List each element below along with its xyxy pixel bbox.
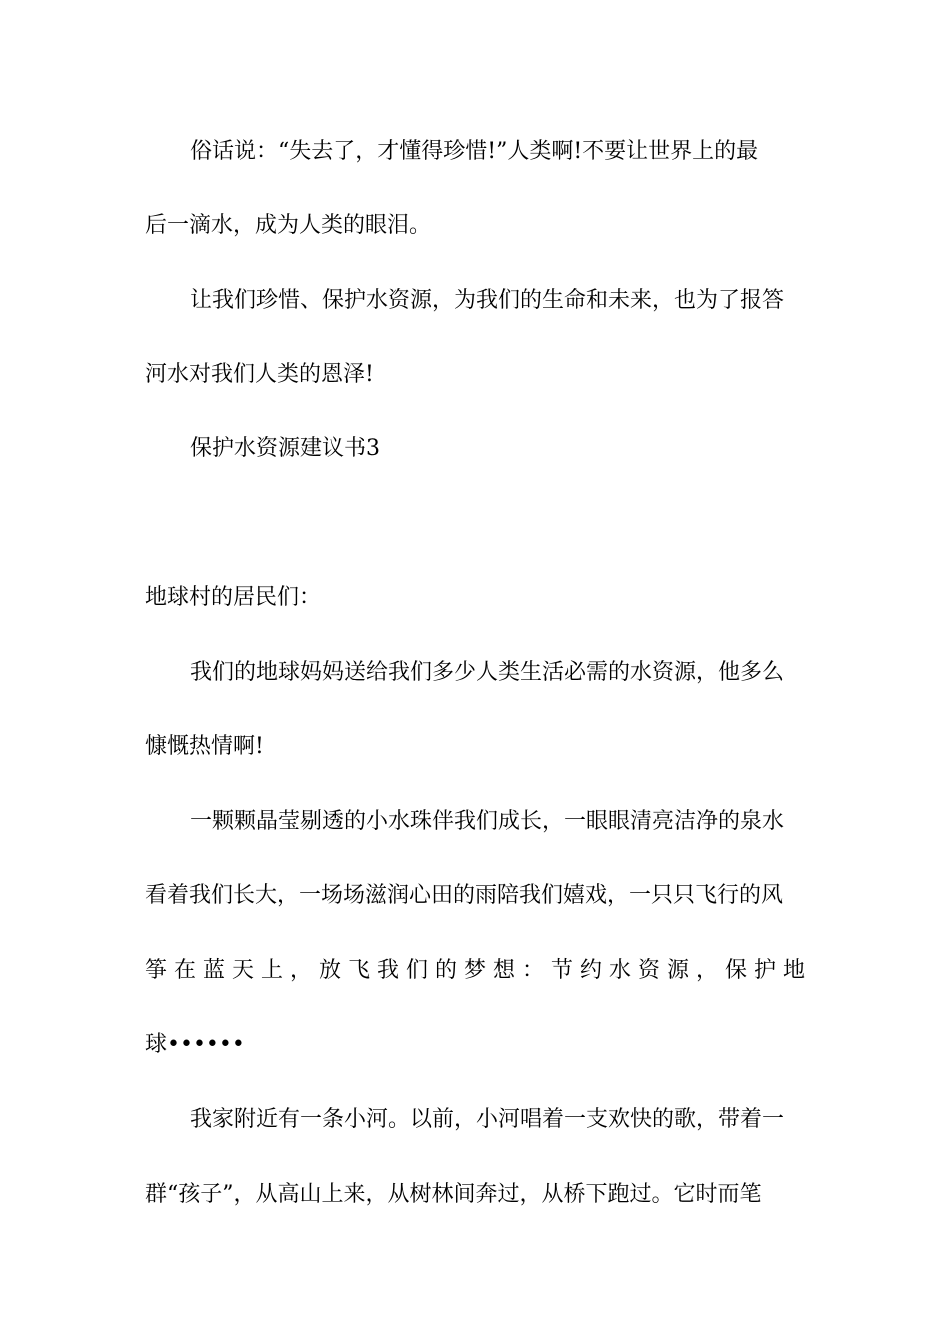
paragraph-line-9: 一颗颗晶莹剔透的小水珠伴我们成长，一眼眼清亮洁净的泉水 [190, 809, 785, 834]
paragraph-line-1: 俗话说：“失去了，才懂得珍惜!”人类啊!不要让世界上的最 [190, 139, 759, 164]
paragraph-line-12: 球•••••• [145, 1032, 245, 1057]
paragraph-line-2: 后一滴水，成为人类的眼泪。 [145, 213, 432, 238]
paragraph-line-4: 河水对我们人类的恩泽! [145, 362, 374, 387]
salutation: 地球村的居民们： [145, 585, 322, 610]
paragraph-line-14: 群“孩子”，从高山上来，从树林间奔过，从桥下跑过。它时而笔 [145, 1182, 762, 1207]
paragraph-line-10: 看着我们长大，一场场滋润心田的雨陪我们嬉戏，一只只飞行的风 [145, 883, 784, 908]
paragraph-line-11: 筝在蓝天上，放飞我们的梦想：节约水资源，保护地 [145, 958, 805, 983]
paragraph-line-13: 我家附近有一条小河。以前，小河唱着一支欢快的歌，带着一 [190, 1107, 785, 1132]
paragraph-line-8: 慷慨热情啊! [145, 734, 264, 759]
paragraph-line-3: 让我们珍惜、保护水资源，为我们的生命和未来，也为了报答 [190, 288, 785, 313]
section-heading: 保护水资源建议书3 [190, 436, 380, 461]
paragraph-line-7: 我们的地球妈妈送给我们多少人类生活必需的水资源，他多么 [190, 660, 785, 685]
